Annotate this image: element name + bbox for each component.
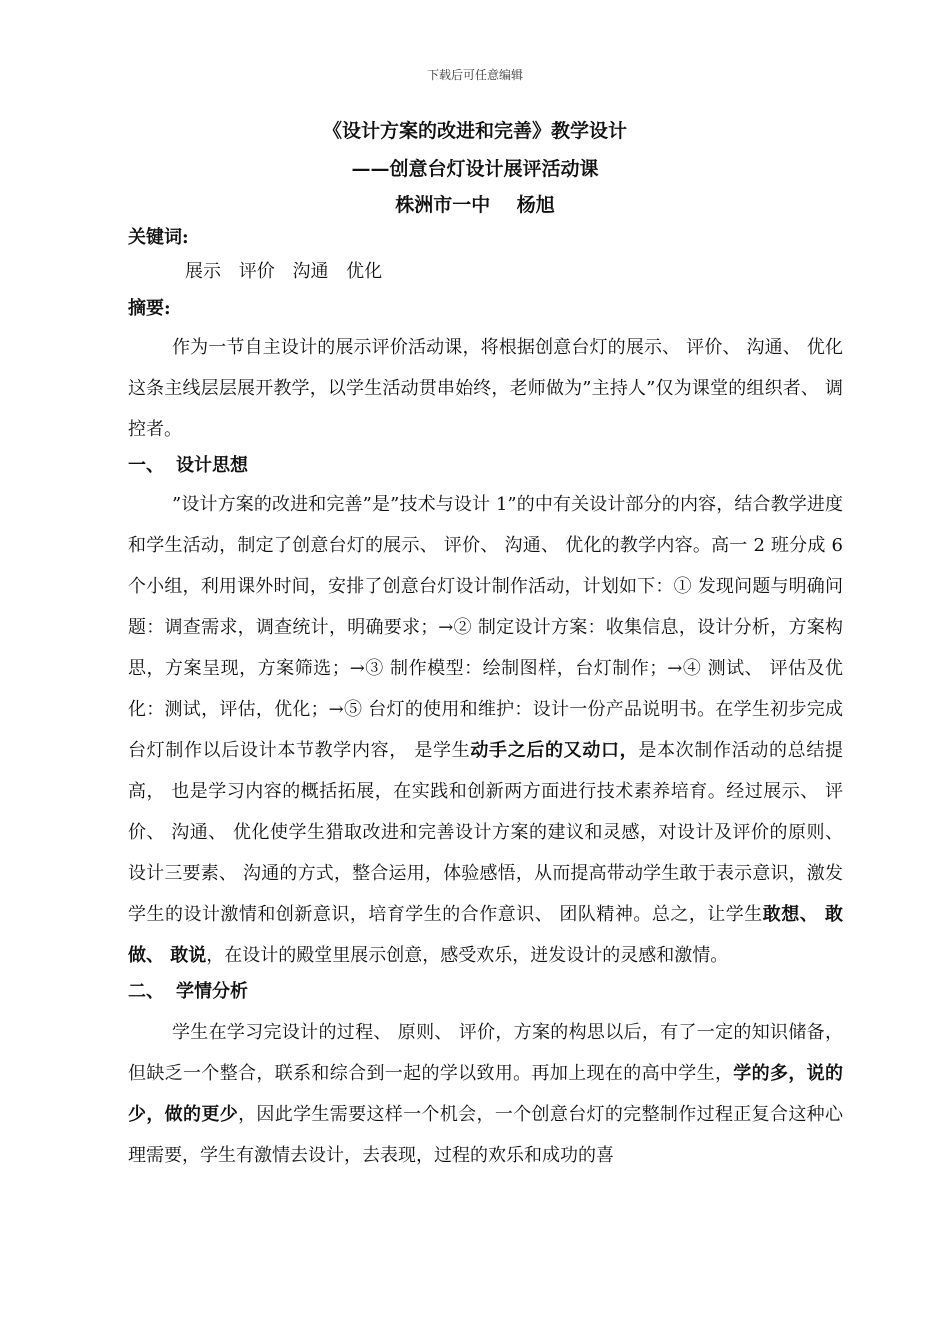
section-1-text-c: ，在设计的殿堂里展示创意，感受欢乐，迸发设计的灵感和激情。 [206,945,729,966]
section-1-text-a: ”设计方案的改进和完善”是”技术与设计 1”的中有关设计部分的内容，结合教学进度和学生活动，制定了创意台灯的展示、 评价、 沟通、 优化的教学内容。高一 2 班分成 6 个小组，利用课外时间，安排了创意台灯设计制作活动，计划如下：① 发现问题与明确问题：调查需求，调查统计，明确要求；→② 制定设计方案：收集信息，设计分析，方案构思，方案呈现，方案筛选；→③ 制作模型：绘制图样，台灯制作；→④ 测试、 评估及优化：测试，评估，优化；→⑤ 台灯的使用和维护：设计一份产品说明书。在学生初步完成台灯制作以后设计本节教学内容， 是学生 [128,494,843,761]
section-2-text-b: ，因此学生需要这样一个机会，一个创意台灯的完整制作过程正复合这种心理需要，学生有激情去设计，去表现，过程的欢乐和成功的喜 [128,1104,844,1166]
section-2-number: 二、 [128,981,164,1002]
abstract-text: 作为一节自主设计的展示评价活动课，将根据创意台灯的展示、 评价、 沟通、 优化这条主线层层展开教学，以学生活动贯串始终，老师做为”主持人”仅为课堂的组织者、 调控者。 [128,337,843,440]
section-2-text-a: 学生在学习完设计的过程、 原则、 评价，方案的构思以后，有了一定的知识储备，但缺乏一个整合，联系和综合到一起的学以致用。再加上现在的高中学生， [128,1022,843,1084]
section-1-number: 一、 [128,455,164,476]
keywords-text: 展示 评价 沟通 优化 [185,261,383,282]
keywords-label: 关键词: [128,227,189,248]
section-1-text-b: 是本次制作活动的总结提高， 也是学习内容的概括拓展，在实践和创新两方面进行技术素养培育。经过展示、 评价、 沟通、 优化使学生猎取改进和完善设计方案的建议和灵感，对设计及评价的原则、 设计三要素、 沟通的方式，整合运用，体验感悟，从而提高带动学生敢于表示意识，激发学生的设计激情和创新意识，培育学生的合作意识、 团队精神。总之，让学生 [128,740,843,925]
section-1-emphasis-a: 动手之后的又动口， [470,740,639,761]
section-1-heading [128,454,843,478]
abstract-label: 摘要: [128,298,171,319]
author-line: 株洲市一中 杨旭 [395,194,555,216]
document-body [128,226,843,1176]
section-2-title: 学情分析 [176,981,248,1002]
section-1-paragraph [128,484,843,976]
section-2-emphasis-a: 学的多，说的少，做的更少 [128,1063,844,1125]
section-1-emphasis-b: 敢想、 敢做、 敢说 [128,904,843,966]
section-1-title: 设计思想 [176,455,248,476]
document-title: 《设计方案的改进和完善》教学设计 [322,120,627,142]
section-2-paragraph [128,1012,843,1176]
section-2-heading [128,980,843,1004]
header-note: 下载后可任意编辑 [426,68,523,82]
document-subtitle: ——创意台灯设计展评活动课 [351,158,599,180]
